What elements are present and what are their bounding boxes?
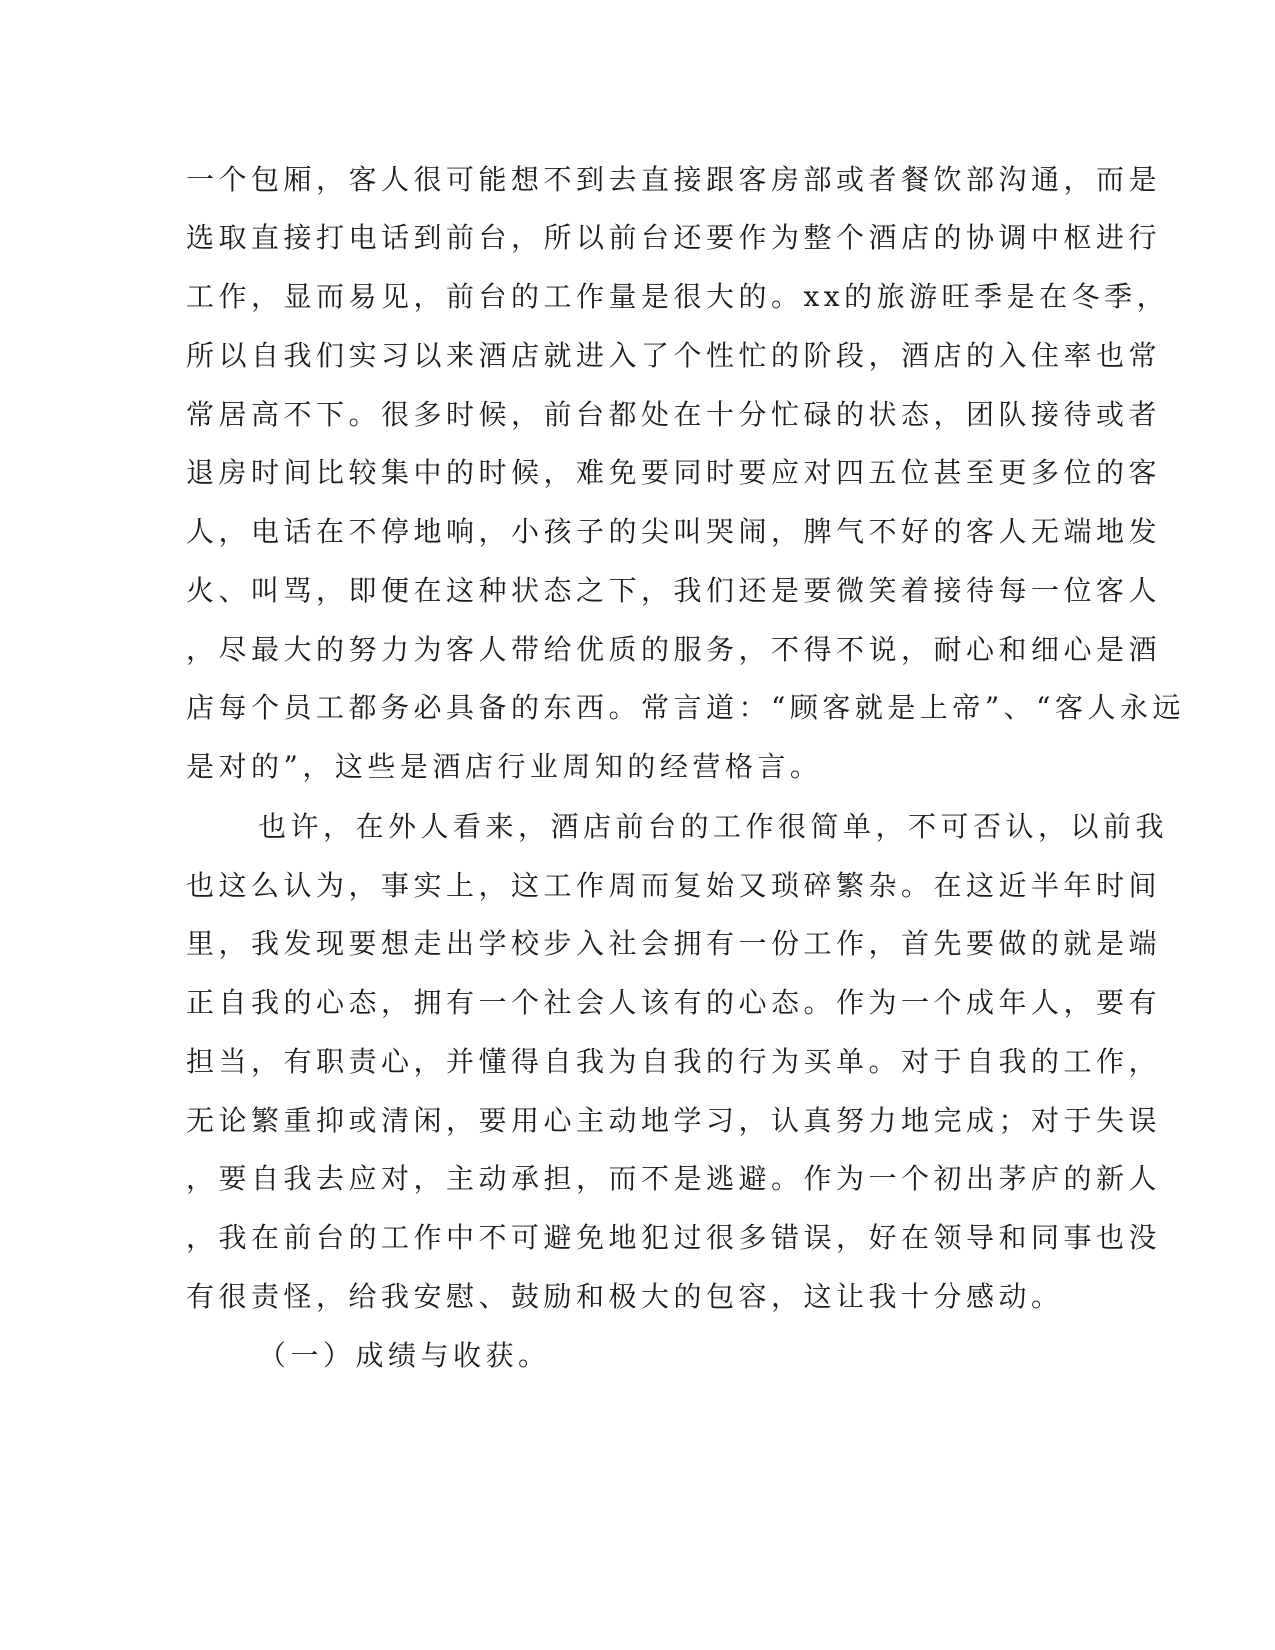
paragraph-line: 人，电话在不停地响，小孩子的尖叫哭闹，脾气不好的客人无端地发 — [186, 515, 1162, 548]
paragraph-line: ，要自我去应对，主动承担，而不是逃避。作为一个初出茅庐的新人 — [186, 1162, 1162, 1195]
paragraph-line: 是对的”，这些是酒店行业周知的经营格言。 — [186, 750, 823, 783]
paragraph-line: 也许，在外人看来，酒店前台的工作很简单，不可否认，以前我 — [258, 810, 1169, 843]
paragraph-line: 店每个员工都务必具备的东西。常言道：“顾客就是上帝”、“客人永远 — [186, 691, 1185, 724]
paragraph-line: 无论繁重抑或清闲，要用心主动地学习，认真努力地完成；对于失误 — [186, 1104, 1162, 1137]
paragraph-line: 有很责怪，给我安慰、鼓励和极大的包容，这让我十分感动。 — [186, 1280, 1064, 1313]
paragraph-line: 常居高不下。很多时候，前台都处在十分忙碌的状态，团队接待或者 — [186, 398, 1162, 431]
paragraph-line: 工作，显而易见，前台的工作量是很大的。xx的旅游旺季是在冬季， — [186, 280, 1170, 313]
paragraph-line: 火、叫骂，即便在这种状态之下，我们还是要微笑着接待每一位客人 — [186, 574, 1162, 607]
paragraph-line: 一个包厢，客人很可能想不到去直接跟客房部或者餐饮部沟通，而是 — [186, 163, 1162, 196]
paragraph-line: 也这么认为，事实上，这工作周而复始又琐碎繁杂。在这近半年时间 — [186, 869, 1162, 902]
paragraph-line: 里，我发现要想走出学校步入社会拥有一份工作，首先要做的就是端 — [186, 927, 1162, 960]
paragraph-line: 所以自我们实习以来酒店就进入了个性忙的阶段，酒店的入住率也常 — [186, 339, 1162, 372]
paragraph-line: 担当，有职责心，并懂得自我为自我的行为买单。对于自我的工作， — [186, 1045, 1162, 1078]
section-heading: （一）成绩与收获。 — [258, 1339, 551, 1372]
paragraph-line: ，我在前台的工作中不可避免地犯过很多错误，好在领导和同事也没 — [186, 1221, 1162, 1254]
paragraph-line: 选取直接打电话到前台，所以前台还要作为整个酒店的协调中枢进行 — [186, 221, 1162, 254]
paragraph-line: ，尽最大的努力为客人带给优质的服务，不得不说，耐心和细心是酒 — [186, 633, 1162, 666]
paragraph-line: 正自我的心态，拥有一个社会人该有的心态。作为一个成年人，要有 — [186, 986, 1162, 1019]
paragraph-line: 退房时间比较集中的时候，难免要同时要应对四五位甚至更多位的客 — [186, 456, 1162, 489]
